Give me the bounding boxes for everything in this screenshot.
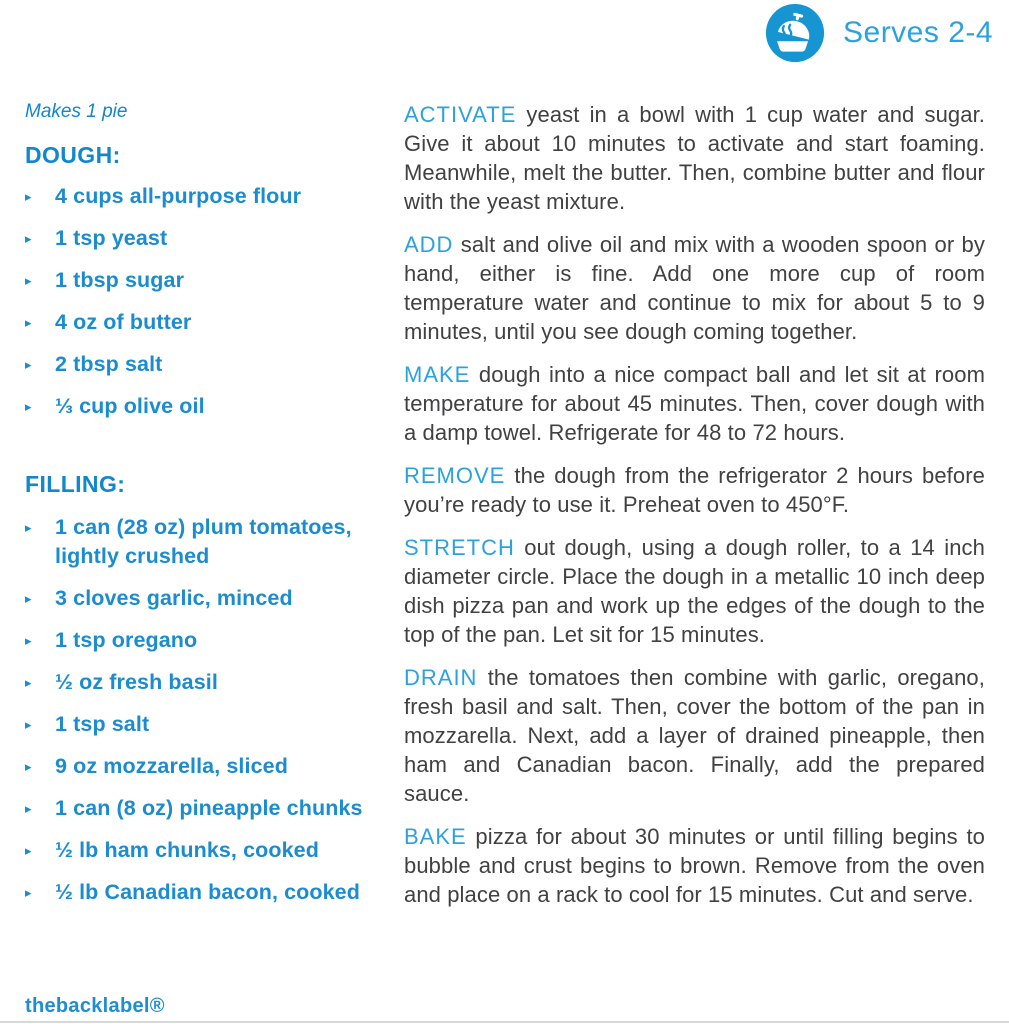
brand-logo: thebacklabel® [25, 995, 165, 1017]
ingredient-label: 9 oz mozzarella, sliced [55, 754, 288, 778]
step-paragraph [404, 230, 985, 346]
step-keyword: BAKE [404, 824, 467, 849]
bullet-triangle-icon: ▸ [25, 399, 32, 414]
bullet-triangle-icon: ▸ [25, 633, 32, 648]
step-keyword: DRAIN [404, 665, 478, 690]
ingredient-item [25, 878, 393, 907]
ingredient-label: ½ oz fresh basil [55, 670, 218, 694]
ingredient-item [25, 266, 393, 295]
dough-title: DOUGH: [25, 142, 121, 168]
ingredient-item [25, 710, 393, 739]
step-paragraph [404, 100, 985, 216]
step-text: pizza for about 30 minutes or until filling begins to bubble and crust begins to brown. Remove from the oven and place on a rack to cool for 15 minutes. Cut and serve. [404, 824, 985, 907]
serves-label: Serves 2-4 [843, 16, 994, 49]
dough-list [25, 182, 393, 421]
bullet-triangle-icon: ▸ [25, 717, 32, 732]
ingredient-item [25, 513, 393, 571]
step-keyword: STRETCH [404, 535, 515, 560]
step-paragraph [404, 360, 985, 447]
step-keyword: MAKE [404, 362, 471, 387]
bullet-triangle-icon: ▸ [25, 801, 32, 816]
ingredient-label: ½ lb Canadian bacon, cooked [55, 880, 360, 904]
step-paragraph [404, 533, 985, 649]
bullet-triangle-icon: ▸ [25, 885, 32, 900]
ingredient-item [25, 350, 393, 379]
step-text: yeast in a bowl with 1 cup water and sugar. Give it about 10 minutes to activate and start foaming. Meanwhile, melt the butter. Then, combine butter and flour with the yeast mixture. [404, 102, 985, 214]
ingredient-item [25, 668, 393, 697]
filling-title: FILLING: [25, 471, 126, 497]
ingredient-label: 1 can (8 oz) pineapple chunks [55, 796, 363, 820]
ingredient-label: 4 oz of butter [55, 310, 192, 334]
ingredient-item [25, 584, 393, 613]
bullet-triangle-icon: ▸ [25, 357, 32, 372]
ingredient-item [25, 392, 393, 421]
step-text: dough into a nice compact ball and let sit at room temperature for about 45 minutes. Then, cover dough with a damp towel. Refrigerate for 48 to 72 hours. [404, 362, 985, 445]
bullet-triangle-icon: ▸ [25, 189, 32, 204]
ingredient-label: 3 cloves garlic, minced [55, 586, 293, 610]
step-text: out dough, using a dough roller, to a 14 inch diameter circle. Place the dough in a metallic 10 inch deep dish pizza pan and work up the edges of the dough to the top of the pan. Let sit for 15 minutes. [404, 535, 985, 647]
ingredient-item [25, 308, 393, 337]
bullet-triangle-icon: ▸ [25, 843, 32, 858]
ingredient-label: 1 tsp salt [55, 712, 150, 736]
step-paragraph [404, 663, 985, 808]
bullet-triangle-icon: ▸ [25, 273, 32, 288]
bullet-triangle-icon: ▸ [25, 759, 32, 774]
ingredient-label: 2 tbsp salt [55, 352, 163, 376]
yield-note: Makes 1 pie [25, 101, 128, 122]
ingredient-label: 1 tsp oregano [55, 628, 198, 652]
bullet-triangle-icon: ▸ [25, 591, 32, 606]
filling-section [25, 469, 393, 907]
ingredient-label: 1 tsp yeast [55, 226, 168, 250]
serving-dish-icon [764, 2, 826, 64]
dough-section [25, 140, 393, 421]
step-keyword: ADD [404, 232, 454, 257]
ingredient-label: 1 tbsp sugar [55, 268, 185, 292]
ingredient-item [25, 626, 393, 655]
step-paragraph [404, 461, 985, 519]
step-text: the tomatoes then combine with garlic, oregano, fresh basil and salt. Then, cover the bottom of the pan in mozzarella. Next, add a layer of drained pineapple, then ham and Canadian bacon. Finally, add the prepared sauce. [404, 665, 985, 806]
serves-badge [764, 2, 993, 64]
bullet-triangle-icon: ▸ [25, 675, 32, 690]
bottom-divider [0, 1021, 1009, 1023]
step-text: salt and olive oil and mix with a wooden spoon or by hand, either is fine. Add one more cup of room temperature water and continue to mix for about 5 to 9 minutes, until you see dough coming together. [404, 232, 985, 344]
filling-list [25, 513, 393, 907]
ingredient-item [25, 836, 393, 865]
step-keyword: ACTIVATE [404, 102, 517, 127]
ingredients-column [25, 100, 393, 920]
ingredient-item [25, 224, 393, 253]
step-text: the dough from the refrigerator 2 hours before you’re ready to use it. Preheat oven to 450°F. [404, 463, 985, 517]
step-paragraph [404, 822, 985, 909]
bullet-triangle-icon: ▸ [25, 520, 32, 535]
ingredient-label: ⅓ cup olive oil [55, 394, 205, 418]
instructions-column [404, 100, 985, 923]
step-keyword: REMOVE [404, 463, 506, 488]
bullet-triangle-icon: ▸ [25, 315, 32, 330]
ingredient-item [25, 794, 393, 823]
bullet-triangle-icon: ▸ [25, 231, 32, 246]
ingredient-label: 4 cups all-purpose flour [55, 184, 302, 208]
ingredient-item [25, 182, 393, 211]
ingredient-label: 1 can (28 oz) plum tomatoes, lightly crushed [55, 515, 352, 568]
ingredient-label: ½ lb ham chunks, cooked [55, 838, 319, 862]
ingredient-item [25, 752, 393, 781]
